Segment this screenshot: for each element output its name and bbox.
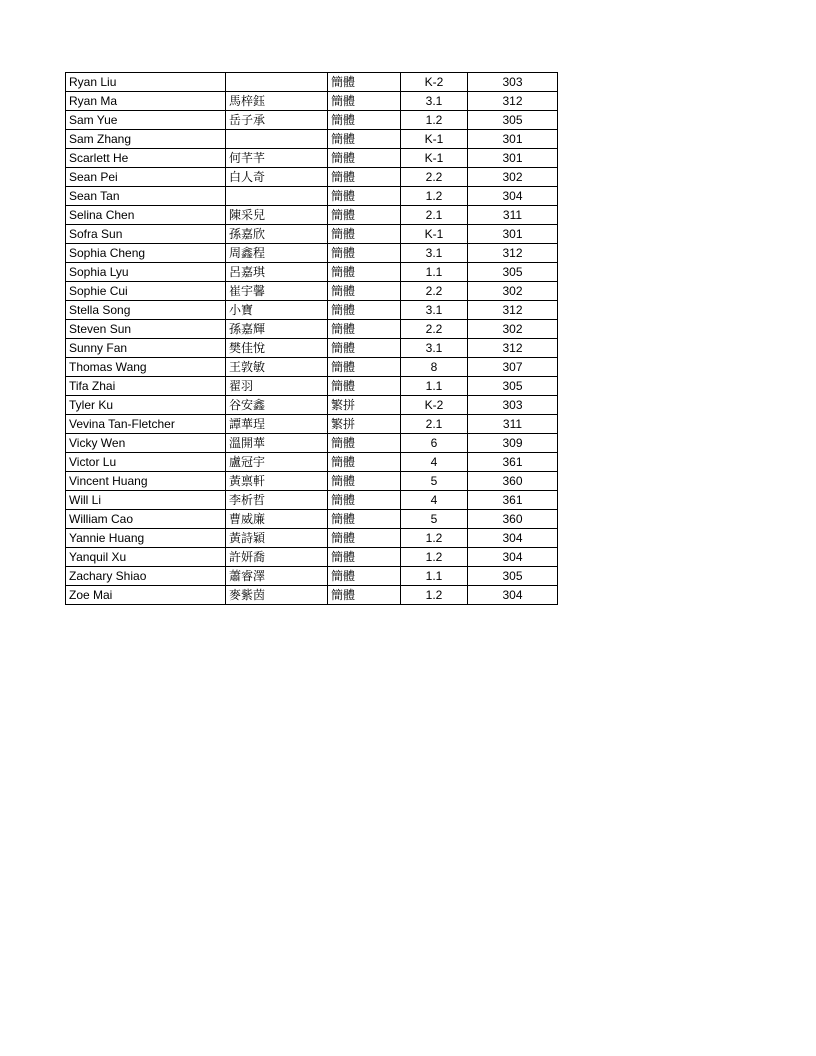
chinese-name-cell: 王敦敏: [226, 358, 328, 377]
grade-cell: 3.1: [401, 92, 468, 111]
english-name-cell: Zoe Mai: [66, 586, 226, 605]
room-number-cell: 305: [468, 567, 558, 586]
room-number-cell: 361: [468, 491, 558, 510]
script-type-cell: 簡體: [328, 529, 401, 548]
table-row: [66, 453, 558, 472]
chinese-name-cell: [226, 187, 328, 206]
english-name-cell: Sophia Lyu: [66, 263, 226, 282]
room-number-cell: 304: [468, 586, 558, 605]
chinese-name-cell: 黃詩穎: [226, 529, 328, 548]
english-name-cell: Sophie Cui: [66, 282, 226, 301]
room-number-cell: 301: [468, 130, 558, 149]
english-name-cell: Victor Lu: [66, 453, 226, 472]
script-type-cell: 簡體: [328, 548, 401, 567]
english-name-cell: Tyler Ku: [66, 396, 226, 415]
script-type-cell: 簡體: [328, 510, 401, 529]
script-type-cell: 簡體: [328, 130, 401, 149]
room-number-cell: 304: [468, 529, 558, 548]
english-name-cell: Tifa Zhai: [66, 377, 226, 396]
script-type-cell: 簡體: [328, 92, 401, 111]
room-number-cell: 302: [468, 320, 558, 339]
chinese-name-cell: 岳子承: [226, 111, 328, 130]
grade-cell: 3.1: [401, 301, 468, 320]
room-number-cell: 360: [468, 510, 558, 529]
table-row: [66, 434, 558, 453]
grade-cell: 1.2: [401, 187, 468, 206]
chinese-name-cell: 小寶: [226, 301, 328, 320]
chinese-name-cell: 樊佳悅: [226, 339, 328, 358]
room-number-cell: 302: [468, 168, 558, 187]
grade-cell: K-1: [401, 225, 468, 244]
grade-cell: 4: [401, 491, 468, 510]
table-row: [66, 586, 558, 605]
table-row: [66, 282, 558, 301]
english-name-cell: Sam Zhang: [66, 130, 226, 149]
table-row: [66, 567, 558, 586]
room-number-cell: 305: [468, 263, 558, 282]
room-number-cell: 304: [468, 187, 558, 206]
table-row: [66, 472, 558, 491]
grade-cell: K-2: [401, 73, 468, 92]
room-number-cell: 311: [468, 415, 558, 434]
script-type-cell: 簡體: [328, 453, 401, 472]
english-name-cell: Zachary Shiao: [66, 567, 226, 586]
chinese-name-cell: 麥紫茵: [226, 586, 328, 605]
script-type-cell: 簡體: [328, 434, 401, 453]
chinese-name-cell: 翟羽: [226, 377, 328, 396]
room-number-cell: 303: [468, 396, 558, 415]
student-roster-table: [65, 72, 558, 605]
room-number-cell: 301: [468, 149, 558, 168]
grade-cell: 6: [401, 434, 468, 453]
script-type-cell: 繁拼: [328, 415, 401, 434]
grade-cell: 5: [401, 472, 468, 491]
chinese-name-cell: [226, 73, 328, 92]
grade-cell: 3.1: [401, 339, 468, 358]
english-name-cell: Yanquil Xu: [66, 548, 226, 567]
table-row: [66, 168, 558, 187]
table-row: [66, 301, 558, 320]
english-name-cell: Sofra Sun: [66, 225, 226, 244]
grade-cell: 8: [401, 358, 468, 377]
chinese-name-cell: 孫嘉欣: [226, 225, 328, 244]
english-name-cell: Sophia Cheng: [66, 244, 226, 263]
script-type-cell: 繁拼: [328, 396, 401, 415]
grade-cell: 4: [401, 453, 468, 472]
chinese-name-cell: 白人奇: [226, 168, 328, 187]
script-type-cell: 簡體: [328, 339, 401, 358]
grade-cell: 2.2: [401, 282, 468, 301]
chinese-name-cell: 黃禀軒: [226, 472, 328, 491]
english-name-cell: Stella Song: [66, 301, 226, 320]
chinese-name-cell: 許妍喬: [226, 548, 328, 567]
script-type-cell: 簡體: [328, 73, 401, 92]
table-row: [66, 510, 558, 529]
table-row: [66, 529, 558, 548]
table-row: [66, 149, 558, 168]
script-type-cell: 簡體: [328, 206, 401, 225]
table-row: [66, 491, 558, 510]
english-name-cell: Selina Chen: [66, 206, 226, 225]
chinese-name-cell: 溫開華: [226, 434, 328, 453]
english-name-cell: Yannie Huang: [66, 529, 226, 548]
room-number-cell: 361: [468, 453, 558, 472]
english-name-cell: Sean Pei: [66, 168, 226, 187]
script-type-cell: 簡體: [328, 301, 401, 320]
chinese-name-cell: [226, 130, 328, 149]
script-type-cell: 簡體: [328, 472, 401, 491]
room-number-cell: 303: [468, 73, 558, 92]
table-row: [66, 548, 558, 567]
chinese-name-cell: 李析哲: [226, 491, 328, 510]
script-type-cell: 簡體: [328, 149, 401, 168]
chinese-name-cell: 譚華珵: [226, 415, 328, 434]
script-type-cell: 簡體: [328, 187, 401, 206]
table-row: [66, 130, 558, 149]
english-name-cell: Ryan Liu: [66, 73, 226, 92]
grade-cell: 2.1: [401, 415, 468, 434]
room-number-cell: 309: [468, 434, 558, 453]
script-type-cell: 簡體: [328, 263, 401, 282]
grade-cell: 1.1: [401, 263, 468, 282]
table-row: [66, 263, 558, 282]
room-number-cell: 301: [468, 225, 558, 244]
chinese-name-cell: 何芊芊: [226, 149, 328, 168]
script-type-cell: 簡體: [328, 168, 401, 187]
room-number-cell: 304: [468, 548, 558, 567]
grade-cell: K-2: [401, 396, 468, 415]
room-number-cell: 312: [468, 301, 558, 320]
script-type-cell: 簡體: [328, 358, 401, 377]
table-row: [66, 320, 558, 339]
script-type-cell: 簡體: [328, 377, 401, 396]
grade-cell: 5: [401, 510, 468, 529]
table-row: [66, 415, 558, 434]
room-number-cell: 312: [468, 244, 558, 263]
script-type-cell: 簡體: [328, 567, 401, 586]
room-number-cell: 312: [468, 92, 558, 111]
script-type-cell: 簡體: [328, 586, 401, 605]
english-name-cell: Vevina Tan-Fletcher: [66, 415, 226, 434]
table-row: [66, 358, 558, 377]
room-number-cell: 312: [468, 339, 558, 358]
english-name-cell: Steven Sun: [66, 320, 226, 339]
chinese-name-cell: 盧冠宇: [226, 453, 328, 472]
table-row: [66, 225, 558, 244]
grade-cell: 1.2: [401, 529, 468, 548]
room-number-cell: 311: [468, 206, 558, 225]
table-row: [66, 73, 558, 92]
chinese-name-cell: 谷安鑫: [226, 396, 328, 415]
grade-cell: 2.2: [401, 320, 468, 339]
grade-cell: 1.1: [401, 377, 468, 396]
english-name-cell: Vincent Huang: [66, 472, 226, 491]
script-type-cell: 簡體: [328, 225, 401, 244]
chinese-name-cell: 陳采兒: [226, 206, 328, 225]
chinese-name-cell: 周鑫程: [226, 244, 328, 263]
english-name-cell: Ryan Ma: [66, 92, 226, 111]
english-name-cell: Sam Yue: [66, 111, 226, 130]
room-number-cell: 302: [468, 282, 558, 301]
grade-cell: 2.1: [401, 206, 468, 225]
chinese-name-cell: 蕭睿澤: [226, 567, 328, 586]
room-number-cell: 307: [468, 358, 558, 377]
chinese-name-cell: 馬梓鈺: [226, 92, 328, 111]
script-type-cell: 簡體: [328, 244, 401, 263]
student-roster-body: [66, 73, 558, 605]
table-row: [66, 377, 558, 396]
table-row: [66, 111, 558, 130]
grade-cell: 1.1: [401, 567, 468, 586]
chinese-name-cell: 孫嘉輝: [226, 320, 328, 339]
table-row: [66, 187, 558, 206]
grade-cell: 1.2: [401, 111, 468, 130]
script-type-cell: 簡體: [328, 491, 401, 510]
english-name-cell: Sunny Fan: [66, 339, 226, 358]
grade-cell: K-1: [401, 130, 468, 149]
chinese-name-cell: 呂嘉琪: [226, 263, 328, 282]
script-type-cell: 簡體: [328, 111, 401, 130]
script-type-cell: 簡體: [328, 320, 401, 339]
grade-cell: K-1: [401, 149, 468, 168]
room-number-cell: 305: [468, 111, 558, 130]
grade-cell: 3.1: [401, 244, 468, 263]
english-name-cell: Will Li: [66, 491, 226, 510]
script-type-cell: 簡體: [328, 282, 401, 301]
english-name-cell: Sean Tan: [66, 187, 226, 206]
room-number-cell: 305: [468, 377, 558, 396]
chinese-name-cell: 崔宇馨: [226, 282, 328, 301]
table-row: [66, 206, 558, 225]
room-number-cell: 360: [468, 472, 558, 491]
english-name-cell: Thomas Wang: [66, 358, 226, 377]
grade-cell: 1.2: [401, 548, 468, 567]
grade-cell: 1.2: [401, 586, 468, 605]
english-name-cell: Scarlett He: [66, 149, 226, 168]
table-row: [66, 339, 558, 358]
grade-cell: 2.2: [401, 168, 468, 187]
table-row: [66, 396, 558, 415]
english-name-cell: William Cao: [66, 510, 226, 529]
english-name-cell: Vicky Wen: [66, 434, 226, 453]
chinese-name-cell: 曹威廉: [226, 510, 328, 529]
table-row: [66, 244, 558, 263]
table-row: [66, 92, 558, 111]
